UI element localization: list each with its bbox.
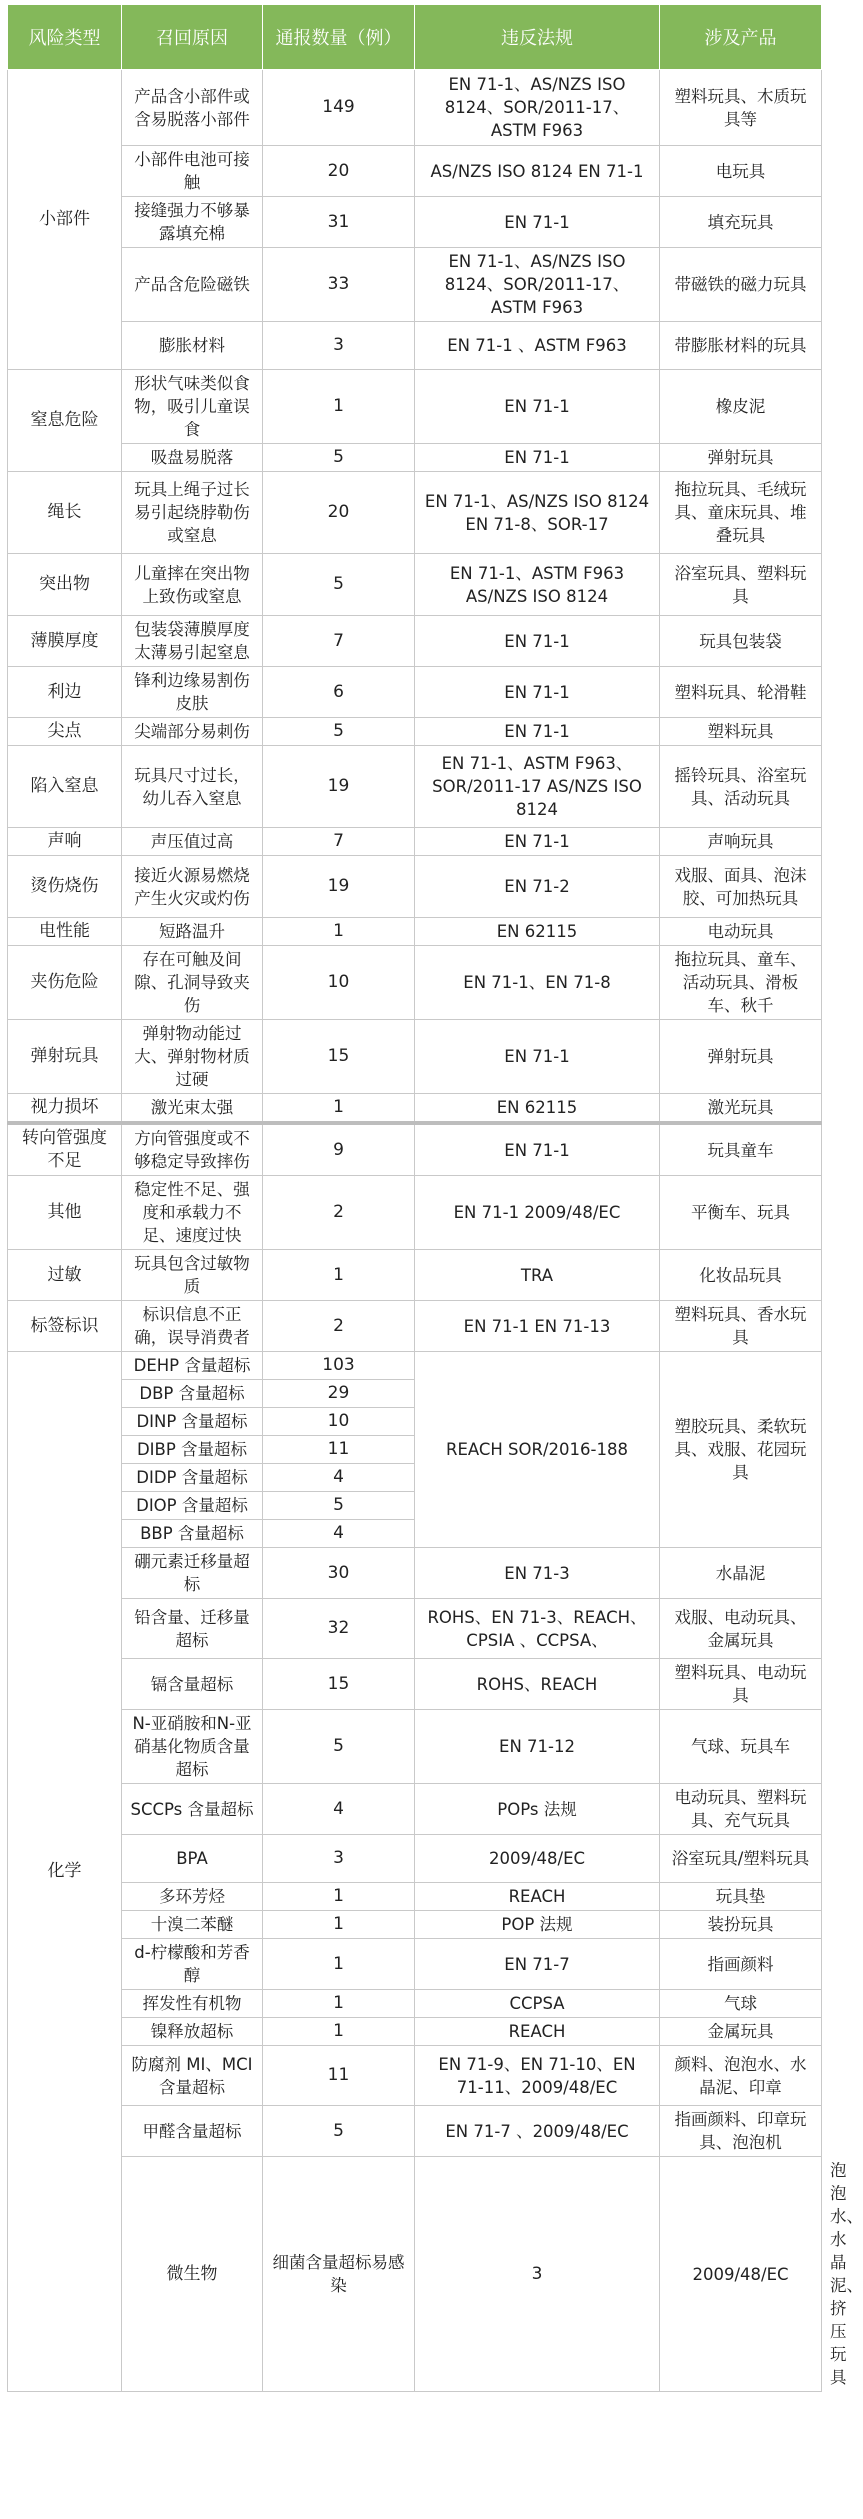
recall-reason-cell: DIBP 含量超标 [122, 1436, 263, 1464]
regulation-cell: EN 71-9、EN 71-10、EN 71-11、2009/48/EC [415, 2046, 660, 2106]
risk-category-cell: 烫伤烧伤 [8, 856, 122, 918]
recall-reason-cell: 稳定性不足、强度和承载力不足、速度过快 [122, 1176, 263, 1250]
recall-reason-cell: 包装袋薄膜厚度太薄易引起窒息 [122, 616, 263, 667]
recall-reason-cell: 声压值过高 [122, 828, 263, 856]
table-row [8, 554, 822, 616]
products-cell: 激光玩具 [660, 1094, 822, 1124]
recall-reason-cell: 防腐剂 MI、MCI 含量超标 [122, 2046, 263, 2106]
table-row [8, 248, 822, 322]
recall-reason-cell: 儿童摔在突出物上致伤或窒息 [122, 554, 263, 616]
risk-category-cell: 微生物 [122, 2157, 263, 2392]
products-cell: 塑料玩具 [660, 718, 822, 746]
recall-reason-cell: 接近火源易燃烧产生火灾或灼伤 [122, 856, 263, 918]
report-count-cell: 1 [263, 918, 415, 946]
recall-reason-cell: 方向管强度或不够稳定导致摔伤 [122, 1123, 263, 1176]
products-cell: 拖拉玩具、毛绒玩具、童床玩具、堆叠玩具 [660, 472, 822, 554]
regulation-cell: REACH [415, 2018, 660, 2046]
table-row [8, 1094, 822, 1124]
report-count-cell: 1 [263, 2018, 415, 2046]
products-cell: 玩具童车 [660, 1123, 822, 1176]
risk-category-cell: 声响 [8, 828, 122, 856]
report-count-cell: 5 [263, 554, 415, 616]
report-count-cell: 3 [263, 322, 415, 370]
table-row [8, 1659, 822, 1710]
regulation-cell: EN 71-1 [415, 667, 660, 718]
report-count-cell: 1 [263, 1883, 415, 1911]
table-row [8, 1911, 822, 1939]
products-cell: 金属玩具 [660, 2018, 822, 2046]
regulation-cell: EN 62115 [415, 1094, 660, 1124]
report-count-cell: 5 [263, 1492, 415, 1520]
risk-category-cell: 突出物 [8, 554, 122, 616]
table-row [8, 1990, 822, 2018]
recall-reason-cell: DIDP 含量超标 [122, 1464, 263, 1492]
recall-reason-cell: 玩具包含过敏物质 [122, 1250, 263, 1301]
header-row [8, 5, 822, 70]
recall-reason-cell: 锋利边缘易割伤皮肤 [122, 667, 263, 718]
report-count-cell: 10 [263, 946, 415, 1020]
table-row [8, 1176, 822, 1250]
report-count-cell: 5 [263, 444, 415, 472]
report-count-cell: 7 [263, 828, 415, 856]
report-count-cell: 15 [263, 1020, 415, 1094]
products-cell: 弹射玩具 [660, 444, 822, 472]
regulation-cell: EN 71-1 [415, 1020, 660, 1094]
risk-category-cell: 窒息危险 [8, 370, 122, 472]
report-count-cell: 4 [263, 1464, 415, 1492]
products-cell: 化妆品玩具 [660, 1250, 822, 1301]
regulation-cell: CCPSA [415, 1990, 660, 2018]
report-count-cell: 29 [263, 1380, 415, 1408]
risk-category-cell: 弹射玩具 [8, 1020, 122, 1094]
products-cell: 带膨胀材料的玩具 [660, 322, 822, 370]
table-row [8, 70, 822, 146]
products-cell: 指画颜料、印章玩具、泡泡机 [660, 2106, 822, 2157]
report-count-cell: 11 [263, 2046, 415, 2106]
products-cell: 塑胶玩具、柔软玩具、戏服、花园玩具 [660, 1352, 822, 1548]
products-cell: 浴室玩具/塑料玩具 [660, 1835, 822, 1883]
recall-reason-cell: 镍释放超标 [122, 2018, 263, 2046]
report-count-cell: 2 [263, 1176, 415, 1250]
recall-reason-cell: 玩具尺寸过长，幼儿吞入窒息 [122, 746, 263, 828]
report-count-cell: 10 [263, 1408, 415, 1436]
header-regulation: 违反法规 [415, 5, 660, 70]
regulation-cell: EN 71-1、AS/NZS ISO 8124 EN 71-8、SOR-17 [415, 472, 660, 554]
table-row [8, 1784, 822, 1835]
risk-category-cell: 利边 [8, 667, 122, 718]
regulation-cell: EN 71-3 [415, 1548, 660, 1599]
risk-category-cell: 薄膜厚度 [8, 616, 122, 667]
regulation-cell: EN 71-1 [415, 828, 660, 856]
products-cell: 戏服、面具、泡沫胶、可加热玩具 [660, 856, 822, 918]
report-count-cell: 19 [263, 856, 415, 918]
table-row [8, 1301, 822, 1352]
recall-table-container [7, 4, 863, 2392]
report-count-cell: 31 [263, 197, 415, 248]
regulation-cell: EN 71-1 [415, 718, 660, 746]
report-count-cell: 1 [263, 1094, 415, 1124]
regulation-cell: TRA [415, 1250, 660, 1301]
table-row [8, 828, 822, 856]
products-cell: 水晶泥 [660, 1548, 822, 1599]
products-cell: 带磁铁的磁力玩具 [660, 248, 822, 322]
recall-reason-cell: 硼元素迁移量超标 [122, 1548, 263, 1599]
regulation-cell: EN 71-1 2009/48/EC [415, 1176, 660, 1250]
report-count-cell: 5 [263, 718, 415, 746]
report-count-cell: 1 [263, 370, 415, 444]
report-count-cell: 20 [263, 146, 415, 197]
recall-reason-cell: 小部件电池可接触 [122, 146, 263, 197]
regulation-cell: EN 71-1、AS/NZS ISO 8124、SOR/2011-17、ASTM F963 [415, 70, 660, 146]
recall-reason-cell: 短路温升 [122, 918, 263, 946]
regulation-cell: EN 71-1、ASTM F963、SOR/2011-17 AS/NZS ISO 8124 [415, 746, 660, 828]
products-cell: 橡皮泥 [660, 370, 822, 444]
table-row [8, 2046, 822, 2106]
recall-reason-cell: DIOP 含量超标 [122, 1492, 263, 1520]
table-row [8, 1548, 822, 1599]
report-count-cell: 4 [263, 1784, 415, 1835]
products-cell: 玩具包装袋 [660, 616, 822, 667]
regulation-cell: EN 71-1、EN 71-8 [415, 946, 660, 1020]
regulation-cell: EN 71-7 [415, 1939, 660, 1990]
table-row [8, 1835, 822, 1883]
table-row [8, 2018, 822, 2046]
table-row [8, 1939, 822, 1990]
risk-category-cell: 其他 [8, 1176, 122, 1250]
recall-reason-cell: 吸盘易脱落 [122, 444, 263, 472]
products-cell: 电玩具 [660, 146, 822, 197]
report-count-cell: 1 [263, 1939, 415, 1990]
risk-category-cell: 绳长 [8, 472, 122, 554]
recall-reason-cell: 存在可触及间隙、孔洞导致夹伤 [122, 946, 263, 1020]
table-row [8, 197, 822, 248]
recall-reason-cell: 铅含量、迁移量超标 [122, 1599, 263, 1659]
recall-reason-cell: 产品含危险磁铁 [122, 248, 263, 322]
regulation-cell: EN 71-7 、2009/48/EC [415, 2106, 660, 2157]
report-count-cell: 9 [263, 1123, 415, 1176]
products-cell: 拖拉玩具、童车、活动玩具、滑板车、秋千 [660, 946, 822, 1020]
recall-reason-cell: N-亚硝胺和N-亚硝基化物质含量超标 [122, 1710, 263, 1784]
products-cell: 指画颜料 [660, 1939, 822, 1990]
header-report-count: 通报数量（例） [263, 5, 415, 70]
header-recall-reason: 召回原因 [122, 5, 263, 70]
report-count-cell: 149 [263, 70, 415, 146]
regulation-cell: ROHS、REACH [415, 1659, 660, 1710]
table-row [8, 472, 822, 554]
products-cell: 塑料玩具、木质玩具等 [660, 70, 822, 146]
recall-reason-cell: d-柠檬酸和芳香醇 [122, 1939, 263, 1990]
report-count-cell: 1 [263, 1911, 415, 1939]
table-row [8, 146, 822, 197]
recall-reason-cell: 尖端部分易刺伤 [122, 718, 263, 746]
table-row [8, 856, 822, 918]
regulation-cell: POP 法规 [415, 1911, 660, 1939]
recall-reason-cell: 接缝强力不够暴露填充棉 [122, 197, 263, 248]
header-risk-type: 风险类型 [8, 5, 122, 70]
products-cell: 声响玩具 [660, 828, 822, 856]
table-row [8, 946, 822, 1020]
regulation-cell: EN 71-1 [415, 1123, 660, 1176]
regulation-cell: EN 71-1 [415, 616, 660, 667]
products-cell: 平衡车、玩具 [660, 1176, 822, 1250]
report-count-cell: 32 [263, 1599, 415, 1659]
table-row [8, 1123, 822, 1176]
table-row [8, 322, 822, 370]
recall-reason-cell: 镉含量超标 [122, 1659, 263, 1710]
table-row [8, 1710, 822, 1784]
table-body [8, 70, 863, 2392]
products-cell: 玩具垫 [660, 1883, 822, 1911]
recall-reason-cell: 十溴二苯醚 [122, 1911, 263, 1939]
report-count-cell: 6 [263, 667, 415, 718]
report-count-cell: 5 [263, 2106, 415, 2157]
table-row: 微生物 细菌含量超标易感染 3 2009/48/EC 泡泡水、水晶泥、挤压玩具 [8, 2157, 822, 2392]
products-cell: 摇铃玩具、浴室玩具、活动玩具 [660, 746, 822, 828]
recall-reason-cell: DBP 含量超标 [122, 1380, 263, 1408]
recall-reason-cell: 激光束太强 [122, 1094, 263, 1124]
products-cell: 戏服、电动玩具、金属玩具 [660, 1599, 822, 1659]
risk-category-cell: 夹伤危险 [8, 946, 122, 1020]
report-count-cell: 103 [263, 1352, 415, 1380]
risk-category-cell: 过敏 [8, 1250, 122, 1301]
risk-category-cell: 标签标识 [8, 1301, 122, 1352]
table-row [8, 2106, 822, 2157]
report-count-cell: 3 [263, 1835, 415, 1883]
regulation-cell: REACH SOR/2016-188 [415, 1352, 660, 1548]
table-row [8, 370, 822, 444]
recall-reason-cell: BPA [122, 1835, 263, 1883]
risk-category-cell: 小部件 [8, 70, 122, 370]
report-count-cell: 1 [263, 1990, 415, 2018]
regulation-cell: EN 71-1 EN 71-13 [415, 1301, 660, 1352]
products-cell: 气球、玩具车 [660, 1710, 822, 1784]
recall-reason-cell: 膨胀材料 [122, 322, 263, 370]
regulation-cell: EN 62115 [415, 918, 660, 946]
products-cell: 颜料、泡泡水、水晶泥、印章 [660, 2046, 822, 2106]
regulation-cell: EN 71-12 [415, 1710, 660, 1784]
report-count-cell: 5 [263, 1710, 415, 1784]
table-row [8, 667, 822, 718]
report-count-cell: 33 [263, 248, 415, 322]
regulation-cell: EN 71-2 [415, 856, 660, 918]
regulation-cell: AS/NZS ISO 8124 EN 71-1 [415, 146, 660, 197]
regulation-cell: EN 71-1、AS/NZS ISO 8124、SOR/2011-17、ASTM F963 [415, 248, 660, 322]
risk-category-cell: 转向管强度不足 [8, 1123, 122, 1176]
table-row [8, 1599, 822, 1659]
recall-reason-cell: 挥发性有机物 [122, 1990, 263, 2018]
regulation-cell: 2009/48/EC [660, 2157, 822, 2392]
report-count-cell: 1 [263, 1250, 415, 1301]
regulation-cell: ROHS、EN 71-3、REACH、CPSIA 、CCPSA、 [415, 1599, 660, 1659]
products-cell: 塑料玩具、香水玩具 [660, 1301, 822, 1352]
products-cell: 浴室玩具、塑料玩具 [660, 554, 822, 616]
regulation-cell: EN 71-1 [415, 197, 660, 248]
report-count-cell: 7 [263, 616, 415, 667]
risk-category-cell: 尖点 [8, 718, 122, 746]
risk-category-cell: 电性能 [8, 918, 122, 946]
recall-reason-cell: 甲醛含量超标 [122, 2106, 263, 2157]
table-row [8, 918, 822, 946]
recall-reason-cell: DINP 含量超标 [122, 1408, 263, 1436]
recall-reason-cell: 弹射物动能过大、弹射物材质过硬 [122, 1020, 263, 1094]
report-count-cell: 20 [263, 472, 415, 554]
products-cell: 电动玩具、塑料玩具、充气玩具 [660, 1784, 822, 1835]
products-cell: 塑料玩具、电动玩具 [660, 1659, 822, 1710]
recall-reason-cell: 标识信息不正确，误导消费者 [122, 1301, 263, 1352]
table-row [8, 746, 822, 828]
report-count-cell: 4 [263, 1520, 415, 1548]
recall-reason-cell: 形状气味类似食物，吸引儿童误食 [122, 370, 263, 444]
recall-reason-cell: 多环芳烃 [122, 1883, 263, 1911]
recall-reason-cell: 细菌含量超标易感染 [263, 2157, 415, 2392]
regulation-cell: EN 71-1 [415, 444, 660, 472]
risk-category-cell: 化学 [8, 1352, 122, 2392]
report-count-cell: 3 [415, 2157, 660, 2392]
table-row [8, 444, 822, 472]
table-row [8, 1250, 822, 1301]
products-cell: 塑料玩具、轮滑鞋 [660, 667, 822, 718]
recall-table [7, 4, 863, 2392]
risk-category-cell: 视力损坏 [8, 1094, 122, 1124]
header-products: 涉及产品 [660, 5, 822, 70]
products-cell: 气球 [660, 1990, 822, 2018]
regulation-cell: EN 71-1 [415, 370, 660, 444]
table-row [8, 718, 822, 746]
products-cell: 电动玩具 [660, 918, 822, 946]
table-row [8, 1020, 822, 1094]
report-count-cell: 2 [263, 1301, 415, 1352]
table-row [8, 1352, 822, 1380]
recall-reason-cell: BBP 含量超标 [122, 1520, 263, 1548]
recall-reason-cell: 产品含小部件或含易脱落小部件 [122, 70, 263, 146]
report-count-cell: 15 [263, 1659, 415, 1710]
regulation-cell: 2009/48/EC [415, 1835, 660, 1883]
regulation-cell: REACH [415, 1883, 660, 1911]
products-cell: 填充玩具 [660, 197, 822, 248]
report-count-cell: 19 [263, 746, 415, 828]
regulation-cell: EN 71-1 、ASTM F963 [415, 322, 660, 370]
regulation-cell: POPs 法规 [415, 1784, 660, 1835]
report-count-cell: 11 [263, 1436, 415, 1464]
report-count-cell: 30 [263, 1548, 415, 1599]
regulation-cell: EN 71-1、ASTM F963 AS/NZS ISO 8124 [415, 554, 660, 616]
products-cell: 弹射玩具 [660, 1020, 822, 1094]
table-row [8, 616, 822, 667]
products-cell: 装扮玩具 [660, 1911, 822, 1939]
table-row [8, 1883, 822, 1911]
recall-reason-cell: DEHP 含量超标 [122, 1352, 263, 1380]
recall-reason-cell: 玩具上绳子过长易引起绕脖勒伤或窒息 [122, 472, 263, 554]
risk-category-cell: 陷入窒息 [8, 746, 122, 828]
recall-reason-cell: SCCPs 含量超标 [122, 1784, 263, 1835]
